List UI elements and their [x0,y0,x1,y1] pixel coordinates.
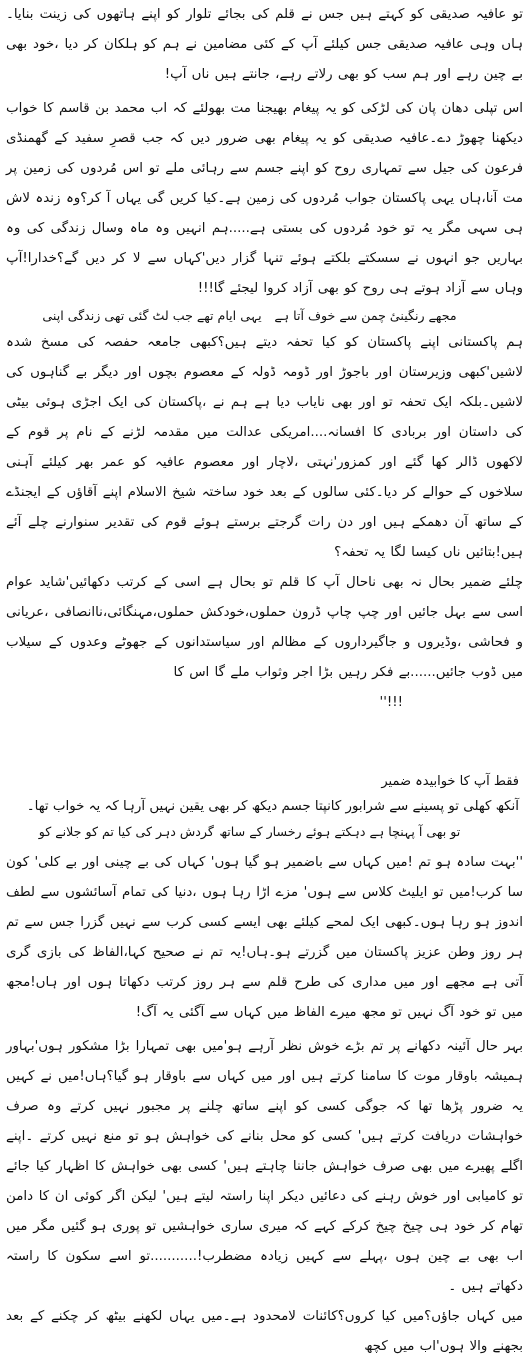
verse-1-line-a: مجھے رنگینیٔ چمن سے خوف آتا ہے [274,308,457,323]
section-subline: آنکھ کھلی تو پسینے سے شرابور کانپتا جسم دیکھ کر بھی یقین نہیں آرہا کہ یہ خواب تھا۔ [26,799,519,814]
paragraph-4: چلئے ضمیر بحال نہ بھی ناحال آپ کا قلم تو بحال ہے اسی کے کرتب دکھائیں'شاید عوام اسی سے بہل جائیں اور چپ چاپ ڈرون حملوں،خودکش حملوں،مہنگائی،ناانصافی ،عریانی و فحاشی ،وڈیروں و جاگیرداروں کے مظالم اور سیاستدانوں کے جھوٹے وعدوں کے سیلاب میں ڈوب جائیں......بے فکر رہیں بڑا اجر وثواب ملے گا اس کا [6,575,523,680]
paragraph-4-end: !!!'' [379,695,403,710]
paragraph-3: ہم پاکستانی اپنے پاکستان کو کیا تحفہ دیتے ہیں؟کبھی جامعہ حفصہ کی مسخ شدہ لاشیں'کبھی وزیرستان اور باجوڑ اور ڈومہ ڈولہ کے معصوم بچوں اور دیگر بے گناہوں کی لاشیں۔بلکہ ایک تحفہ تو اور بھی نایاب دیا ہے ہم نے ،پاکستان کی ایک اجڑی ہوئی بیٹی کی داستان اور بربادی کا افسانہ....امریکی عدالت میں مقدمہ لڑنے کے نام پر قوم کے لاکھوں ڈالر کھا گئے اور کمزور'نہتی ،لاچار اور معصوم عافیہ کو عمر بھر کیلئے آہنی سلاخوں کے حوالے کر دیا۔کئی سالوں کے بعد خود ساختہ شیخ الاسلام اپنے آقاؤں کے ایجنڈے کے ساتھ آن دھمکے ہیں اور دن رات گرجتے برستے ہوئے قوم کی تقدیر سنوارنے چلے آئے ہیں!بتائیں ناں کیسا لگا یہ تحفہ؟ [6,335,523,560]
verse-2-line-b: تو بھی آ پہنچا ہے دہکتے ہوئے رخسار کے ساتھ [219,824,461,839]
paragraph-6: بہر حال آئینہ دکھانے پر تم بڑے خوش نظر آرہے ہو'میں بھی تمہارا بڑا مشکور ہوں'بہاور ہمیشہ باوقار موت کا سامنا کرتے ہیں اور میں کہاں سے باوقار ہو گیا؟ہاں!میں نے کہیں یہ ضرور پڑھا تھا کہ جوگی کسی کو اپنے ساتھ چلنے پر مجبور نہیں کرتے وہ صرف خواہشات دریافت کرتے ہیں' کسی کو محل بنانے کی خواہش ہو تو منع نہیں کرتے ۔اپنے اگلے پھیرے میں بھی صرف خواہش جاننا چاہتے ہیں' کسی بھی خواہش کا اظہار کیا جائے تو کامیابی اور خوش رہنے کی دعائیں دیکر اپنا راستہ لیتے ہیں' لیکن اگر کوئی ان کا دامن تھام کر خود ہی چیخ چیخ کرکے کہے کہ میری ساری خواہشیں تو پوری ہو گئیں مگر میں اب بھی بے چین ہوں ،پہلے سے کہیں زیادہ مضطرب!...........تو اسے سکون کا راستہ دکھاتے ہیں ۔ [6,1039,523,1294]
verse-couplet-2 [6,820,523,844]
paragraph-5: ''بہت سادہ ہو تم !میں کہاں سے باضمیر ہو گیا ہوں' کہاں کی بے چینی اور بے کلی' کون سا کرب!میں تو ایلیٹ کلاس سے ہوں' مزے اڑا رہا ہوں ،دنیا کی تمام آسائشوں سے لطف اندوز ہو رہا ہوں۔کبھی ایک لمحے کیلئے بھی ایسے کسی کرب سے نہیں گزرا جس سے تم ہر روز وطن عزیز پاکستان میں گزرتے ہو۔ہاں!یہ تم نے صحیح کہا،الفاظ کی بازی گری آتی ہے مجھے اور میں مداری کی طرح قلم سے ہر روز کرتب دکھاتا ہوں اور ہاں!مجھ میں تو خود آگ نہیں تو مجھ میرے الفاظ میں کہاں سے آگئی یہ آگ! [6,855,523,1020]
section-title: فقط آپ کا خوابیدہ ضمیر [381,774,519,789]
paragraph-1: تو عافیہ صدیقی کو کہتے ہیں جس نے قلم کی بجائے تلوار کو اپنے ہاتھوں کی زینت بنایا۔ہاں وہی عافیہ صدیقی جس کیلئے آپ کے کئی مضامین نے ہم کو ہلکان کر دیا ،خود بھی بے چین رہے اور ہم سب کو بھی رلاتے رہے، جانتے ہیں ناں آپ! [6,7,523,82]
verse-2-line-a: گردش دہر کی کیا تم کو جلانے کو [38,824,214,839]
verse-couplet-1 [6,304,523,328]
paragraph-7: میں کہاں جاؤں؟میں کیا کروں؟کائنات لامحدود ہے۔میں یہاں لکھنے بیٹھ کر چکنے کے بعد بجھنے والا ہوں'اب میں کچھ [6,1309,523,1354]
paragraph-2: اس تپلی دھان پان کی لڑکی کو یہ پیغام بھیجنا مت بھولئے کہ اب محمد بن قاسم کا خواب دیکھنا چھوڑ دے۔عافیہ صدیقی کو یہ پیغام بھی ضرور دیں کہ جب قصرِ سفید کے گھمنڈی فرعون کی جیل سے تمہاری روح کو اپنے جسم سے رہائی ملے تو اس مُردوں کی زمین پر مت آنا،ہاں یہی پاکستان جواب مُردوں کی زمین ہے۔کیا کریں گی یہاں آ کر؟وہ زندہ لاش ہی سہی مگر یہ تو خود مُردوں کی بستی ہے.....ہم انہیں وہ ماہ وسال زندگی کی وہ بہاریں جو انہوں نے سسکتے بلکتے ہوئے تنہا گزار دیں'کہاں سے لا کر دیں گے؟خدارا!آپ وہاں سے آزاد ہوتے ہی روح کو بھی آزاد کروا لیجئے گا!!! [6,101,523,296]
verse-1-line-b: یہی ایام تھے جب لٹ گئی تھی زندگی اپنی [42,308,262,323]
